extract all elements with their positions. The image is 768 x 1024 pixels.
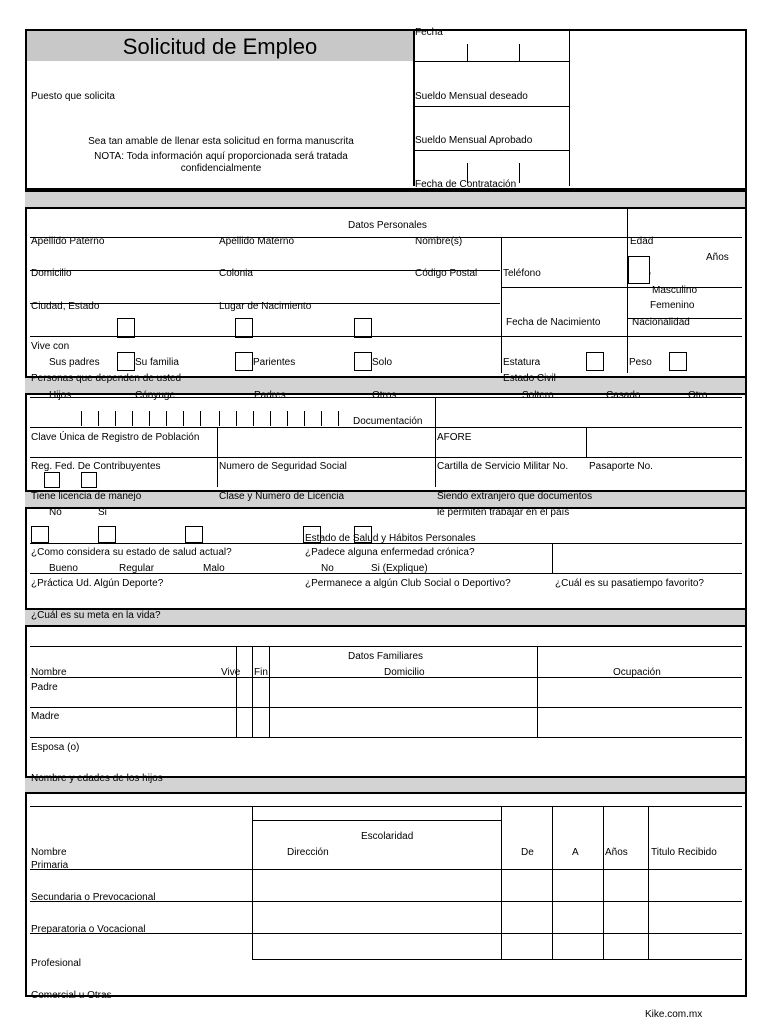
- footer-brand: Kike.com.mx: [645, 1009, 703, 1020]
- rfc-label: Reg. Fed. De Contribuyentes: [31, 461, 161, 472]
- licencia-no-label: No: [49, 507, 62, 518]
- divider: [30, 427, 742, 428]
- divider: [415, 106, 569, 107]
- divider: [30, 543, 742, 544]
- divider: [252, 806, 253, 960]
- domicilio-label: Domicilio: [31, 268, 72, 279]
- licencia-label: Tiene licencia de manejo: [31, 491, 142, 502]
- clase-licencia-label: Clase y Numero de Licencia: [219, 491, 345, 502]
- divider: [252, 959, 742, 960]
- anos-label: Años: [706, 252, 729, 263]
- salud-title: Estado de Salud y Hábitos Personales: [305, 533, 476, 544]
- sexo-checkbox[interactable]: [628, 256, 650, 284]
- familiar-domicilio-header: Domicilio: [384, 667, 425, 678]
- divider: [537, 646, 538, 738]
- tick: [304, 411, 305, 426]
- divider: [30, 806, 742, 807]
- familiar-ocupacion-header: Ocupación: [613, 667, 661, 678]
- casado-label: Casado: [606, 390, 641, 401]
- licencia-box[interactable]: [185, 526, 203, 543]
- apellido-materno-label: Apellido Materno: [219, 236, 295, 247]
- otro-label: Otro: [688, 390, 708, 401]
- primaria-label: Primaria: [31, 860, 69, 871]
- divider: [30, 933, 742, 934]
- conyuge-label: Cónyuge: [135, 390, 176, 401]
- curp-label: Clave Única de Registro de Población: [31, 432, 200, 443]
- estatura-label: Estatura: [503, 357, 541, 368]
- sus-padres-checkbox[interactable]: [117, 352, 135, 371]
- estatura-box[interactable]: [586, 352, 604, 371]
- divider: [519, 44, 520, 61]
- peso-box[interactable]: [669, 352, 687, 371]
- esposa-label: Esposa (o): [31, 742, 80, 753]
- malo-label: Malo: [203, 563, 225, 574]
- parientes-checkbox[interactable]: [354, 352, 372, 371]
- page-title: Solicitud de Empleo: [27, 31, 413, 61]
- divider: [236, 646, 237, 738]
- familiar-fin-header: Fin: [254, 667, 268, 678]
- tick: [166, 411, 167, 426]
- sueldo-aprobado-label: Sueldo Mensual Aprobado: [415, 135, 533, 146]
- estado-salud-question: ¿Como considera su estado de salud actual?: [31, 547, 232, 558]
- cronica-si-label: Si (Explique): [371, 563, 428, 574]
- dependen-label: Personas que dependen de usted: [31, 373, 182, 384]
- apellido-paterno-label: Apellido Paterno: [31, 236, 105, 247]
- tick: [200, 411, 201, 426]
- nota-line-1: NOTA: Toda información aquí proporcionada será tratada: [94, 151, 348, 162]
- familiares-title: Datos Familiares: [348, 651, 424, 662]
- divider: [648, 806, 649, 960]
- pasaporte-label: Pasaporte No.: [589, 461, 653, 472]
- divider: [252, 646, 253, 738]
- vive-checkbox[interactable]: [354, 318, 372, 338]
- nota-line-2: confidencialmente: [180, 163, 262, 174]
- divider: [627, 207, 628, 373]
- documentacion-title: Documentación: [353, 416, 423, 427]
- divider: [435, 397, 436, 487]
- divider: [519, 163, 520, 183]
- nombres-label: Nombre(s): [415, 236, 463, 247]
- divider: [30, 457, 742, 458]
- tick: [287, 411, 288, 426]
- tick: [321, 411, 322, 426]
- divider: [501, 287, 742, 288]
- divider: [30, 397, 742, 398]
- divider: [627, 318, 742, 319]
- divider: [586, 427, 587, 457]
- fecha-label: Fecha: [415, 27, 443, 38]
- estado-civil-label: Estado Civil: [503, 373, 556, 384]
- tick: [219, 411, 220, 426]
- codigo-postal-label: Código Postal: [415, 268, 478, 279]
- peso-label: Peso: [629, 357, 652, 368]
- puesto-label: Puesto que solicita: [31, 91, 115, 102]
- divider: [569, 30, 570, 186]
- divider: [30, 901, 742, 902]
- divider: [501, 237, 502, 373]
- nss-label: Numero de Seguridad Social: [219, 461, 347, 472]
- familiar-vive-header: Vive: [221, 667, 241, 678]
- fecha-nacimiento-label: Fecha de Nacimiento: [506, 317, 601, 328]
- esc-a-header: A: [572, 847, 579, 858]
- hijos-label: Hijos: [49, 390, 72, 401]
- section-band-personales: [25, 190, 745, 209]
- nacionalidad-label: Nacionalidad: [632, 317, 690, 328]
- sus-padres-label: Sus padres: [49, 357, 100, 368]
- colonia-label: Colonia: [219, 268, 253, 279]
- preparatoria-label: Preparatoria o Vocacional: [31, 924, 146, 935]
- divider: [467, 44, 468, 61]
- lugar-nacimiento-label: Lugar de Nacimiento: [219, 301, 312, 312]
- cronica-no-label: No: [321, 563, 334, 574]
- meta-question: ¿Cuál es su meta en la vida?: [31, 610, 161, 621]
- tick: [149, 411, 150, 426]
- divider: [30, 646, 742, 647]
- tick: [98, 411, 99, 426]
- divider: [30, 869, 742, 870]
- secundaria-label: Secundaria o Prevocacional: [31, 892, 156, 903]
- tick: [236, 411, 237, 426]
- familiar-nombre-header: Nombre: [31, 667, 67, 678]
- divider: [252, 820, 501, 821]
- tick: [115, 411, 116, 426]
- vive-checkbox[interactable]: [117, 318, 135, 338]
- edad-label: Edad: [630, 236, 654, 247]
- su-familia-checkbox[interactable]: [235, 352, 253, 371]
- divider: [30, 677, 742, 678]
- deporte-question: ¿Práctica Ud. Algún Deporte?: [31, 578, 164, 589]
- divider: [30, 237, 742, 238]
- padres-label: Padres: [254, 390, 286, 401]
- tick: [253, 411, 254, 426]
- divider: [415, 150, 569, 151]
- tick: [270, 411, 271, 426]
- vive-checkbox[interactable]: [235, 318, 253, 338]
- soltero-label: Soltero: [522, 390, 554, 401]
- tick: [338, 411, 339, 426]
- divider: [552, 806, 553, 960]
- cartilla-label: Cartilla de Servicio Militar No.: [437, 461, 569, 472]
- club-question: ¿Permanece a algún Club Social o Deportivo?: [305, 578, 511, 589]
- divider: [30, 737, 742, 738]
- tick: [81, 411, 82, 426]
- femenino-label: Femenino: [650, 300, 695, 311]
- sueldo-deseado-label: Sueldo Mensual deseado: [415, 91, 528, 102]
- rfc-box[interactable]: [44, 472, 60, 488]
- comercial-label: Comercial u Otras: [31, 990, 112, 1001]
- divider: [552, 543, 553, 573]
- pasatiempo-question: ¿Cuál es su pasatiempo favorito?: [555, 578, 704, 589]
- tick: [183, 411, 184, 426]
- licencia-no-checkbox[interactable]: [31, 526, 49, 543]
- form-frame-bottom: [25, 190, 747, 997]
- otros-label: Otros: [372, 390, 397, 401]
- rfc-box[interactable]: [81, 472, 97, 488]
- bueno-label: Bueno: [49, 563, 78, 574]
- regular-label: Regular: [119, 563, 155, 574]
- profesional-label: Profesional: [31, 958, 82, 969]
- vive-con-label: Vive con: [31, 341, 70, 352]
- hijos-label: Nombre y edades de los hijos: [31, 773, 163, 784]
- esc-titulo-header: Titulo Recibido: [651, 847, 717, 858]
- instrucciones: Sea tan amable de llenar esta solicitud en forma manuscrita: [88, 136, 354, 147]
- madre-label: Madre: [31, 711, 60, 722]
- divider: [269, 646, 270, 738]
- divider: [30, 336, 742, 337]
- masculino-label: Masculino: [652, 285, 698, 296]
- licencia-si-label: Si: [98, 507, 107, 518]
- extranjero-label-2: le permiten trabajar en el país: [437, 507, 570, 518]
- divider: [415, 61, 569, 62]
- esc-nombre-header: Nombre: [31, 847, 67, 858]
- divider: [30, 707, 742, 708]
- divider: [413, 30, 415, 186]
- parientes-label: Parientes: [253, 357, 296, 368]
- cronica-question: ¿Padece alguna enfermedad crónica?: [305, 547, 475, 558]
- extranjero-label-1: Siendo extranjero que documentos: [437, 491, 593, 502]
- divider: [501, 806, 502, 960]
- fecha-contratacion-label: Fecha de Contratación: [415, 179, 517, 190]
- padre-label: Padre: [31, 682, 58, 693]
- divider: [30, 573, 742, 574]
- section-title-personales: Datos Personales: [348, 220, 427, 231]
- esc-direccion-header: Dirección: [287, 847, 329, 858]
- escolaridad-title: Escolaridad: [361, 831, 414, 842]
- divider: [603, 806, 604, 960]
- afore-label: AFORE: [437, 432, 472, 443]
- esc-anos-header: Años: [605, 847, 628, 858]
- telefono-label: Teléfono: [503, 268, 541, 279]
- su-familia-label: Su familia: [135, 357, 179, 368]
- tick: [132, 411, 133, 426]
- licencia-si-checkbox[interactable]: [98, 526, 116, 543]
- esc-de-header: De: [521, 847, 534, 858]
- solo-label: Solo: [372, 357, 393, 368]
- ciudad-label: Ciudad, Estado: [31, 301, 100, 312]
